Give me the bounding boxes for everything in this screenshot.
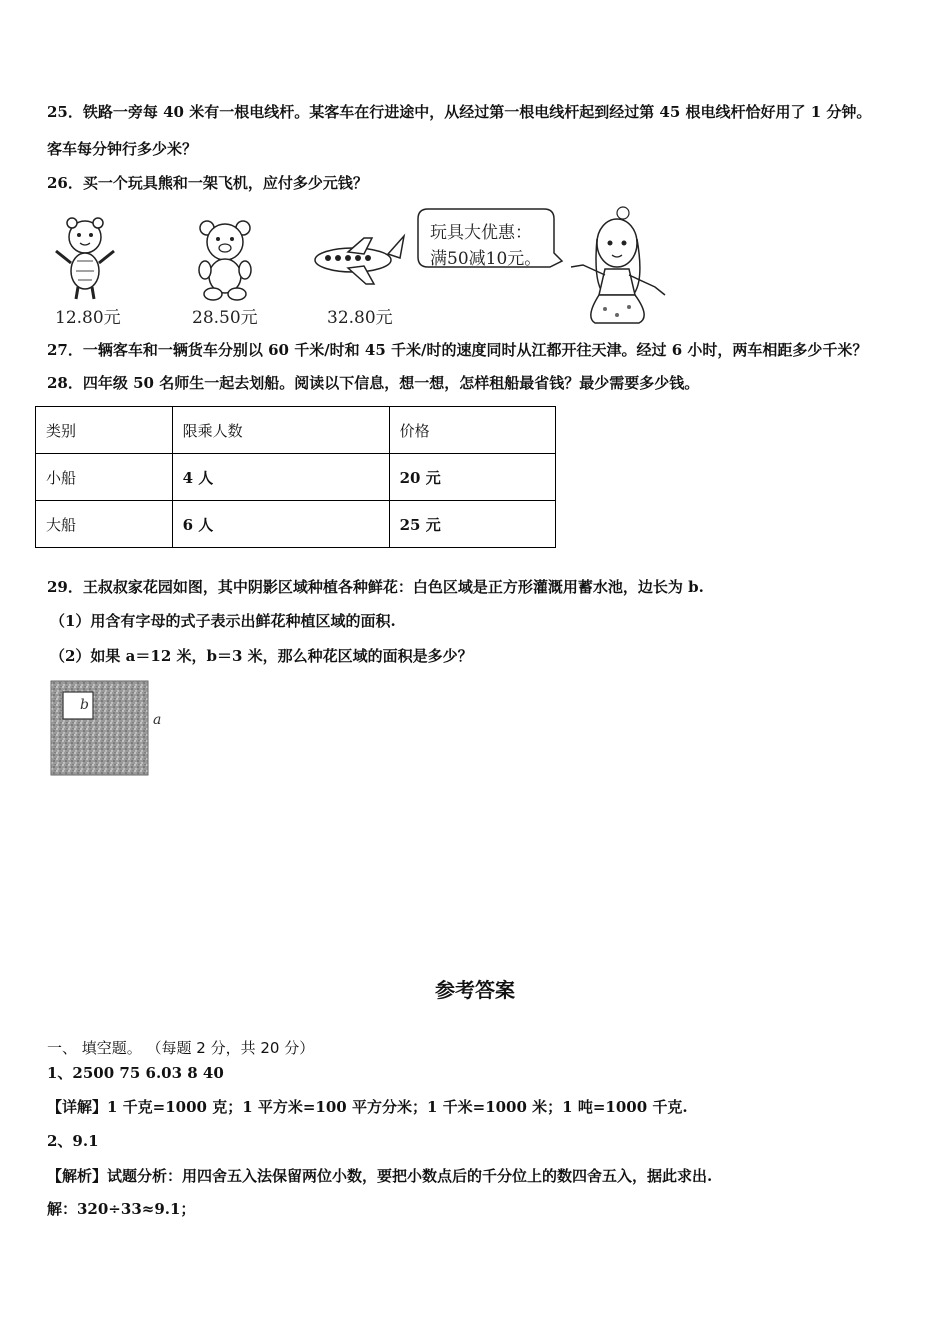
question-29-part2: （2）如果 a＝12 米，b＝3 米，那么种花区域的面积是多少？ [50, 647, 473, 665]
large-boat-capacity: 6 人 [172, 501, 389, 548]
answer-2-analysis: 【解析】试题分析：用四舍五入法保留两位小数，要把小数点后的千分位上的数四舍五入，据此求出. [47, 1167, 713, 1185]
bear-price: 28.50元 [192, 308, 258, 328]
tiger-toy-image [50, 215, 120, 303]
answers-title: 参考答案 [435, 978, 515, 1002]
small-boat-price: 20 元 [389, 454, 555, 501]
answer-1-detail: 【详解】1 千克=1000 克；1 平方米=100 平方分米；1 千米=1000 米；1 吨=1000 千克. [47, 1098, 688, 1116]
table-header-row [36, 407, 556, 454]
tiger-price: 12.80元 [55, 308, 121, 328]
label-a: a [153, 712, 162, 728]
question-25-line1: 25．铁路一旁每 40 米有一根电线杆。某客车在行进途中，从经过第一根电线杆起到经过第 45 根电线杆恰好用了 1 分钟。 [47, 103, 872, 121]
large-boat-label: 大船 [36, 501, 173, 548]
boat-rental-table [35, 406, 556, 548]
label-b: b [80, 697, 89, 713]
question-28: 28．四年级 50 名师生一起去划船。阅读以下信息，想一想，怎样租船最省钱？最少需要多少钱。 [47, 374, 700, 392]
table-row [36, 454, 556, 501]
question-29-part1: （1）用含有字母的式子表示出鲜花种植区域的面积. [50, 612, 396, 630]
plane-price: 32.80元 [327, 308, 393, 328]
question-26: 26．买一个玩具熊和一架飞机，应付多少元钱？ [47, 174, 368, 192]
girl-illustration-image [565, 205, 675, 330]
small-boat-capacity: 4 人 [172, 454, 389, 501]
answer-2: 2、9.1 [47, 1132, 99, 1150]
question-27: 27．一辆客车和一辆货车分别以 60 千米/时和 45 千米/时的速度同时从江都开往天津。经过 6 小时，两车相距多少千米？ [47, 341, 868, 359]
small-boat-label: 小船 [36, 454, 173, 501]
answer-2-solution: 解：320÷33≈9.1； [47, 1200, 196, 1218]
large-boat-price: 25 元 [389, 501, 555, 548]
header-category: 类别 [36, 407, 173, 454]
bubble-line2: 满50减10元。 [430, 249, 542, 269]
bubble-line1: 玩具大优惠： [430, 223, 532, 243]
header-capacity: 限乘人数 [172, 407, 389, 454]
question-25-line2: 客车每分钟行多少米？ [47, 140, 198, 158]
answer-1: 1、2500 75 6.03 8 40 [47, 1064, 224, 1082]
garden-diagram [50, 680, 180, 780]
teddy-bear-image [193, 218, 258, 303]
airplane-image [308, 232, 408, 287]
table-row [36, 501, 556, 548]
header-price: 价格 [389, 407, 555, 454]
answers-section-heading: 一、 填空题。 （每题 2 分，共 20 分） [47, 1039, 315, 1057]
question-29: 29．王叔叔家花园如图，其中阴影区域种植各种鲜花：白色区域是正方形灌溉用蓄水池，边长为 b. [47, 578, 704, 596]
